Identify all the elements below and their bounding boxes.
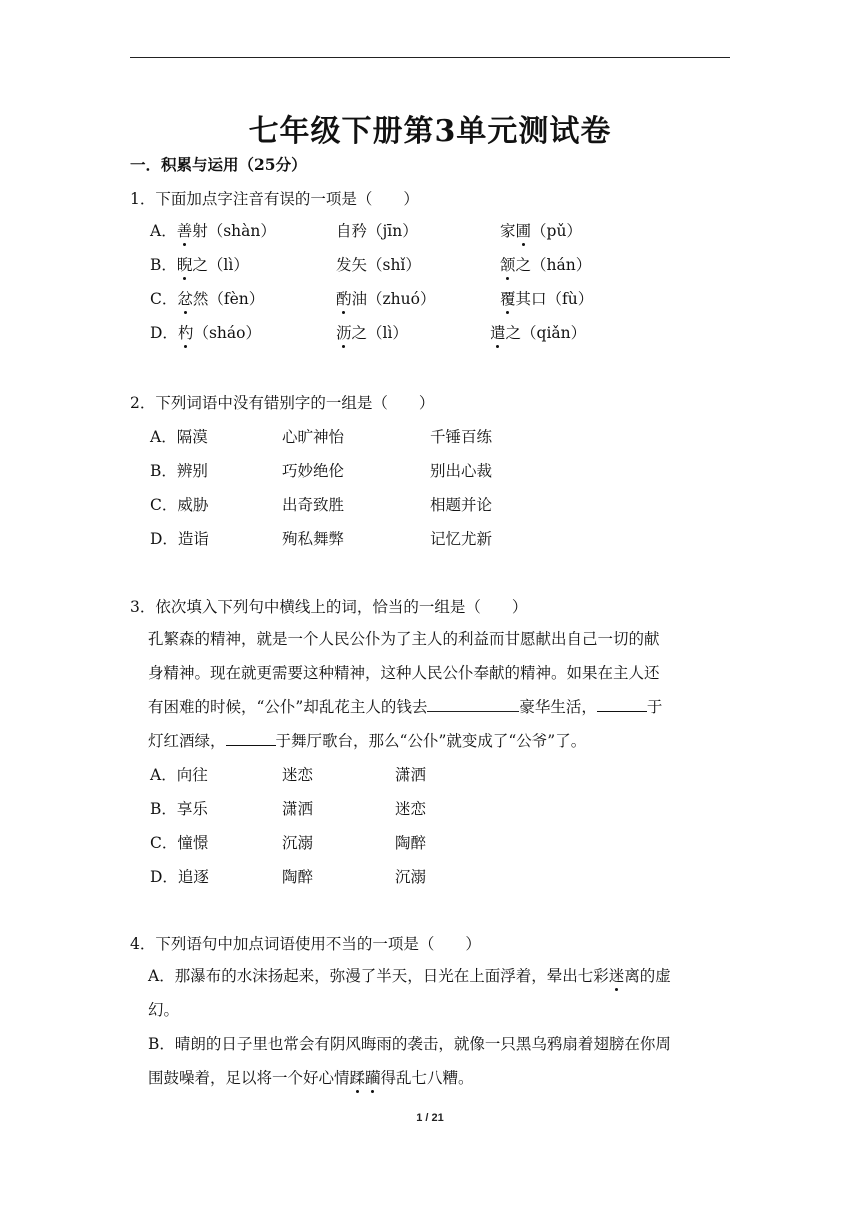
q1-option-d-col1: D．杓（sháo） <box>150 324 261 342</box>
q2-stem: 2．下列词语中没有错别字的一组是（ ） <box>130 394 435 412</box>
q2-option-a-col1: A．隔漠 <box>150 428 208 446</box>
q2-option-d-col2: 殉私舞弊 <box>282 530 345 548</box>
q3-passage-line-2: 身精神。现在就更需要这种精神，这种人民公仆奉献的精神。如果在主人还 <box>148 664 660 682</box>
q2-option-d-col3: 记忆尤新 <box>430 530 493 548</box>
page-number: 1 / 21 <box>416 1112 444 1124</box>
q1-option-b-col1: B．睨之（lì） <box>150 256 249 274</box>
q3-stem: 3．依次填入下列句中横线上的词，恰当的一组是（ ） <box>130 598 528 616</box>
q2-option-c-col2: 出奇致胜 <box>282 496 345 514</box>
q3-option-d-col3: 沉溺 <box>395 868 427 886</box>
q1-option-b-col3: 颔之（hán） <box>500 256 592 274</box>
q3-option-b-col1: B．享乐 <box>150 800 208 818</box>
fill-blank-1 <box>427 697 519 712</box>
q2-option-b-col1: B．辨别 <box>150 462 208 480</box>
q2-option-a-col2: 心旷神怡 <box>282 428 345 446</box>
q1-option-c-col3: 覆其口（fù） <box>500 290 594 308</box>
q3-option-b-col3: 迷恋 <box>395 800 427 818</box>
q3-option-d-col2: 陶醉 <box>282 868 314 886</box>
q3-option-a-col3: 潇洒 <box>395 766 427 784</box>
q4-stem: 4．下列语句中加点词语使用不当的一项是（ ） <box>130 935 481 953</box>
q3-passage-line-1: 孔繁森的精神，就是一个人民公仆为了主人的利益而甘愿献出自己一切的献 <box>148 630 660 648</box>
q3-option-c-col3: 陶醉 <box>395 834 427 852</box>
q1-option-c-col2: 酌油（zhuó） <box>336 290 436 308</box>
q3-passage-line-4: 灯红酒绿， 于舞厅歌台，那么“公仆”就变成了“公爷”了。 <box>148 732 587 750</box>
q3-option-c-col1: C．憧憬 <box>150 834 209 852</box>
q1-option-d-col2: 沥之（lì） <box>336 324 408 342</box>
fill-blank-3 <box>226 731 276 746</box>
q2-option-c-col1: C．威胁 <box>150 496 209 514</box>
q1-stem: 1．下面加点字注音有误的一项是（ ） <box>130 190 419 208</box>
q3-option-d-col1: D．追逐 <box>150 868 209 886</box>
q2-option-b-col3: 别出心裁 <box>430 462 493 480</box>
q4-option-b-line-2: 围鼓噪着，足以将一个好心情蹂躏得乱七八糟。 <box>148 1069 474 1087</box>
section-heading: 一．积累与运用（25分） <box>130 155 307 174</box>
header-rule <box>130 57 730 58</box>
q2-option-a-col3: 千锤百练 <box>430 428 493 446</box>
q3-option-c-col2: 沉溺 <box>282 834 314 852</box>
q3-passage-line-3: 有困难的时候，“公仆”却乱花主人的钱去 豪华生活， 于 <box>148 698 663 716</box>
q1-option-a-col1: A．善射（shàn） <box>150 222 276 240</box>
q2-option-b-col2: 巧妙绝伦 <box>282 462 345 480</box>
q3-option-a-col1: A．向往 <box>150 766 208 784</box>
q2-option-c-col3: 相题并论 <box>430 496 493 514</box>
q1-option-c-col1: C．忿然（fèn） <box>150 290 265 308</box>
q3-option-b-col2: 潇洒 <box>282 800 314 818</box>
q1-option-b-col2: 发矢（shǐ） <box>336 256 421 274</box>
fill-blank-2 <box>597 697 647 712</box>
q3-option-a-col2: 迷恋 <box>282 766 314 784</box>
q4-option-a-line-1: A．那瀑布的水沫扬起来，弥漫了半天，日光在上面浮着，晕出七彩迷离的虚 <box>148 967 671 985</box>
q1-option-d-col3: 遣之（qiǎn） <box>490 324 587 342</box>
q4-option-b-line-1: B．晴朗的日子里也常会有阴风晦雨的袭击，就像一只黑乌鸦扇着翅膀在你周 <box>148 1035 671 1053</box>
q2-option-d-col1: D．造诣 <box>150 530 209 548</box>
q1-option-a-col2: 自矜（jīn） <box>336 222 418 240</box>
q1-option-a-col3: 家圃（pǔ） <box>500 222 582 240</box>
page-title: 七年级下册第3单元测试卷 <box>248 114 612 149</box>
q4-option-a-line-2: 幻。 <box>148 1001 180 1019</box>
